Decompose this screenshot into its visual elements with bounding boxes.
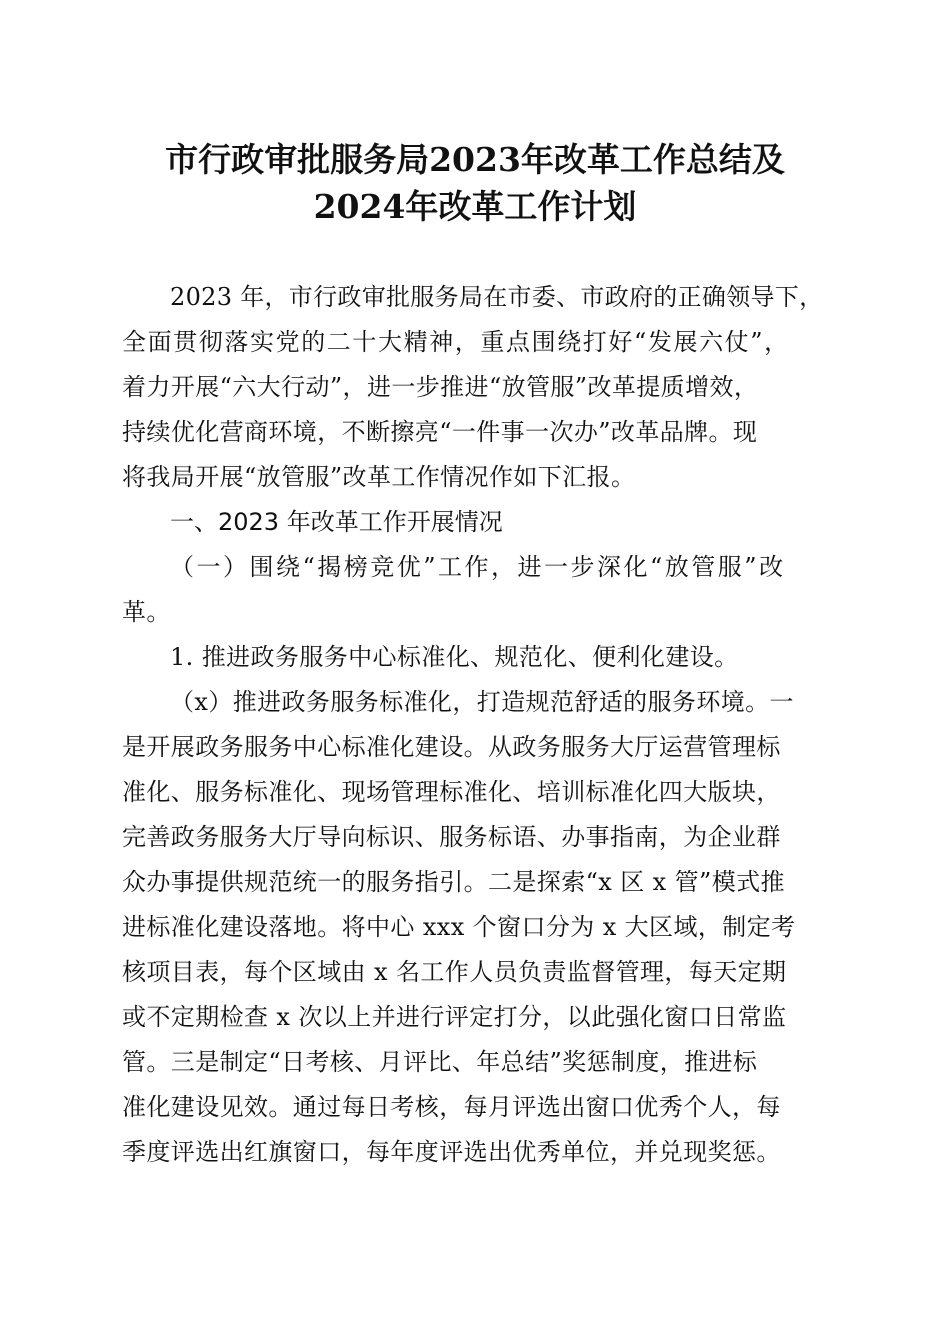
- paragraph-line: 季度评选出红旗窗口，每年度评选出优秀单位，并兑现奖惩。: [122, 1138, 781, 1166]
- paragraph-line: 准化建设见效。通过每日考核，每月评选出窗口优秀个人，每: [122, 1093, 781, 1121]
- paragraph-line: （x）推进政务服务标准化，打造规范舒适的服务环境。一: [170, 688, 794, 716]
- paragraph-line: 准化、服务标准化、现场管理标准化、培训标准化四大版块，: [122, 778, 781, 806]
- paragraph-line: 完善政务服务大厅导向标识、服务标语、办事指南，为企业群: [122, 823, 781, 851]
- subsection-heading-continued: 革。: [122, 598, 171, 626]
- paragraph-line: 或不定期检查 x 次以上并进行评定打分，以此强化窗口日常监: [122, 1003, 787, 1031]
- document-title-line-2: 2024年改革工作计划: [313, 187, 637, 226]
- paragraph-line: 持续优化营商环境，不断擦亮“一件事一次办”改革品牌。现: [122, 418, 758, 446]
- paragraph-line: 2023 年，市行政审批服务局在市委、市政府的正确领导下，: [170, 283, 824, 311]
- paragraph-line: 核项目表，每个区域由 x 名工作人员负责监督管理，每天定期: [122, 958, 787, 986]
- paragraph-line: 是开展政务服务中心标准化建设。从政务服务大厅运营管理标: [122, 733, 781, 761]
- paragraph-line: 众办事提供规范统一的服务指引。二是探索“x 区 x 管”模式推: [122, 868, 785, 896]
- paragraph-line: 将我局开展“放管服”改革工作情况作如下汇报。: [122, 463, 636, 491]
- paragraph-line: 进标准化建设落地。将中心 xxx 个窗口分为 x 大区域，制定考: [122, 913, 796, 941]
- paragraph-line: 着力开展“六大行动”，进一步推进“放管服”改革提质增效，: [122, 373, 759, 401]
- paragraph-line: 管。三是制定“日考核、月评比、年总结”奖惩制度，推进标: [122, 1048, 758, 1076]
- subsection-heading: （一）围绕“揭榜竞优”工作，进一步深化“放管服”改: [170, 553, 786, 581]
- section-heading: 一、2023 年改革工作开展情况: [170, 508, 503, 536]
- paragraph-line: 全面贯彻落实党的二十大精神，重点围绕打好“发展六仗”，: [122, 328, 790, 356]
- item-heading: 1. 推进政务服务中心标准化、规范化、便利化建设。: [170, 643, 739, 671]
- document-title-line-1: 市行政审批服务局2023年改革工作总结及: [165, 140, 785, 179]
